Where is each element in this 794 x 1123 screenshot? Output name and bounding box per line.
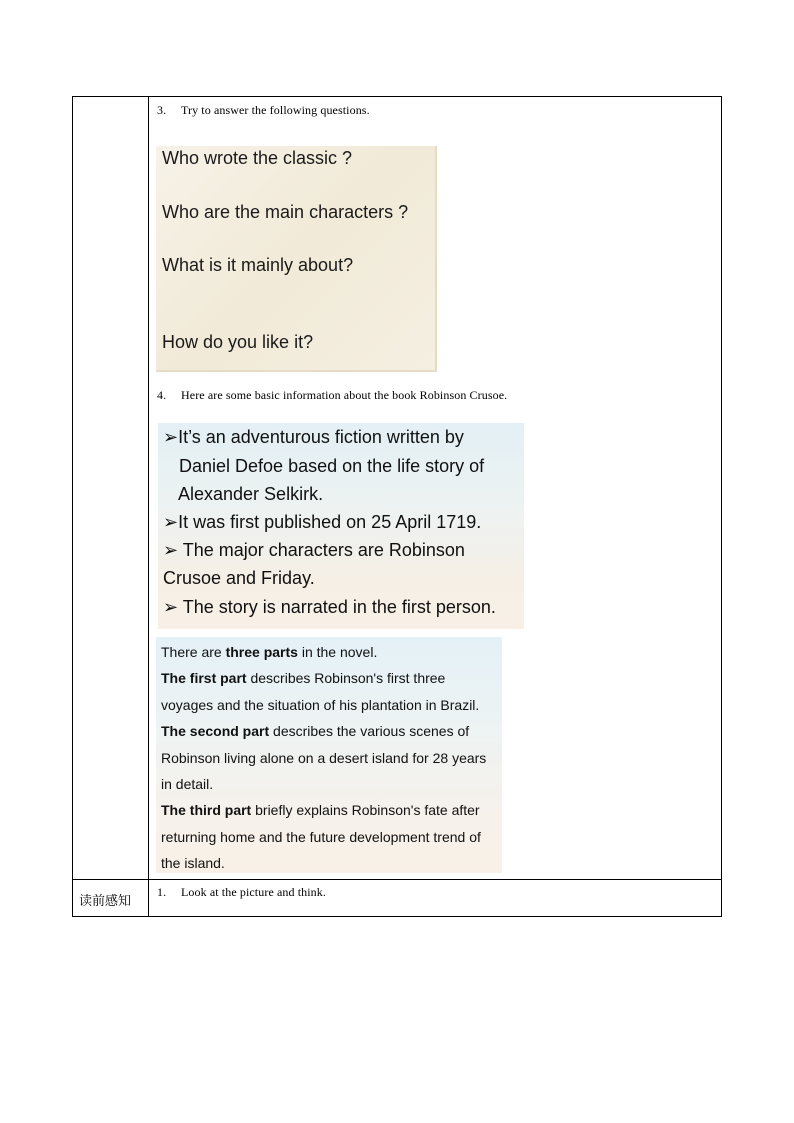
- item-text: Here are some basic information about the book Robinson Crusoe.: [181, 388, 508, 402]
- row-content-cell: [149, 880, 721, 916]
- row-label-cell: 读前感知: [73, 880, 149, 916]
- parts-text: There are: [161, 644, 226, 660]
- parts-bold-text: The first part: [161, 670, 247, 686]
- parts-line: Robinson living alone on a desert island for 28 years: [161, 750, 487, 766]
- parts-line: voyages and the situation of his plantation in Brazil.: [161, 697, 480, 713]
- question-item-3: [157, 103, 370, 118]
- info-line: ➢ The major characters are Robinson: [163, 540, 465, 560]
- item-text: Try to answer the following questions.: [181, 103, 370, 117]
- info-line: ➢It was first published on 25 April 1719.: [163, 512, 482, 532]
- questions-image: [156, 146, 437, 372]
- item-number: 3.: [157, 103, 167, 117]
- novel-parts-image: [156, 637, 502, 873]
- parts-text: in the novel.: [297, 644, 378, 660]
- question-line: What is it mainly about?: [162, 255, 354, 275]
- parts-text: describes Robinson's first three: [246, 670, 446, 686]
- parts-bold-text: The second part: [161, 723, 270, 739]
- info-line: Alexander Selkirk.: [178, 484, 324, 504]
- info-line: ➢ The story is narrated in the first person.: [163, 597, 496, 617]
- parts-line: [161, 723, 469, 739]
- lesson-table: [72, 96, 722, 917]
- parts-line: [161, 802, 480, 818]
- question-line: Who are the main characters ?: [162, 202, 409, 222]
- info-line: ➢It’s an adventurous fiction written by: [163, 427, 464, 447]
- parts-line: the island.: [161, 855, 225, 871]
- item-number: 1.: [157, 885, 167, 899]
- row-content-cell: [149, 97, 721, 879]
- info-line: Daniel Defoe based on the life story of: [179, 456, 485, 476]
- table-row: [73, 879, 721, 916]
- parts-text: describes the various scenes of: [269, 723, 470, 739]
- parts-line: [161, 644, 377, 660]
- question-line: Who wrote the classic ?: [162, 148, 353, 168]
- parts-bold-text: The third part: [161, 802, 252, 818]
- question-item-1: [157, 885, 326, 900]
- question-line: How do you like it?: [162, 332, 314, 352]
- item-number: 4.: [157, 388, 167, 402]
- parts-text: briefly explains Robinson's fate after: [251, 802, 480, 818]
- item-text: Look at the picture and think.: [181, 885, 326, 899]
- parts-line: returning home and the future development trend of: [161, 829, 481, 845]
- parts-line: in detail.: [161, 776, 214, 792]
- parts-line: [161, 670, 445, 686]
- parts-bold-text: three parts: [225, 644, 298, 660]
- table-row: [73, 97, 721, 879]
- book-info-image: [158, 423, 524, 629]
- row-label-cell: [73, 97, 149, 879]
- question-item-4: [157, 388, 507, 403]
- info-line: Crusoe and Friday.: [163, 568, 315, 588]
